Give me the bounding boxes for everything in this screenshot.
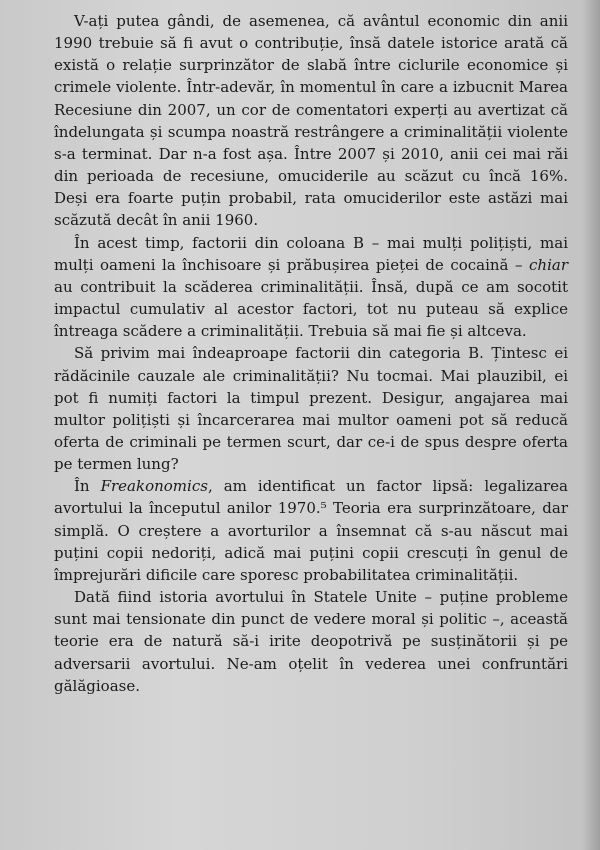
paragraph: În acest timp, factorii din coloana B – mai mulți polițiști, mai mulți oameni la închisoare și prăbușirea pieței de cocaină – chiar au contribuit la scăderea criminalității. Însă, după ce am socotit impactul cumulativ al acestor factori, tot nu puteau să explice întreaga scădere a criminalității. Trebuia să mai fie și altceva. [54, 233, 568, 341]
paragraph: Dată fiind istoria avortului în Statele Unite – puține probleme sunt mai tensionate din punct de vedere moral și politic –, această teorie era de natură să-i irite deopotrivă pe susținătorii și pe adversarii avortului. Ne-am oțelit în vederea unei confruntări gălăgioase. [54, 588, 568, 695]
paragraph: Să privim mai îndeaproape factorii din categoria B. Țintesc ei rădăcinile cauzale ale criminalității? Nu tocmai. Mai plauzibil, ei pot fi numiți factori la timpul prezent. Desigur, angajarea mai multor polițiști și încarcerarea mai multor oameni pot să reducă oferta de criminali pe termen scurt, dar ce-i de spus despre oferta pe termen lung? [54, 344, 568, 474]
page-spine-shadow [582, 0, 600, 850]
body-text [54, 10, 568, 697]
paragraph: V-ați putea gândi, de asemenea, că avântul economic din anii 1990 trebuie să fi avut o contribuție, însă datele istorice arată că există o relație surprinzător de slabă între ciclurile economice și crimele violente. Într-adevăr, în momentul în care a izbucnit Marea Recesiune din 2007, un cor de comentatori experți au avertizat că îndelungata și scumpa noastră restrângere a criminalității violente s-a terminat. Dar n-a fost așa. Între 2007 și 2010, anii cei mai răi din perioada de recesiune, omuciderile au scăzut cu încă 16%. Deși era foarte puțin probabil, rata omuciderilor este astăzi mai scăzută decât în anii 1960. [54, 12, 568, 230]
italic-emphasis: Freakonomics [100, 477, 208, 496]
italic-emphasis: chiar [529, 255, 568, 274]
paragraph: În Freakonomics, am identificat un factor lipsă: legalizarea avortului la începutul anilor 1970.⁵ Teoria era surprinzătoare, dar simplă. O creștere a avorturilor a însemnat că s-au născut mai puțini copii nedoriți, adică mai puțini copii crescuți în genul de împrejurări dificile care sporesc probabilitatea criminalității. [54, 477, 568, 584]
